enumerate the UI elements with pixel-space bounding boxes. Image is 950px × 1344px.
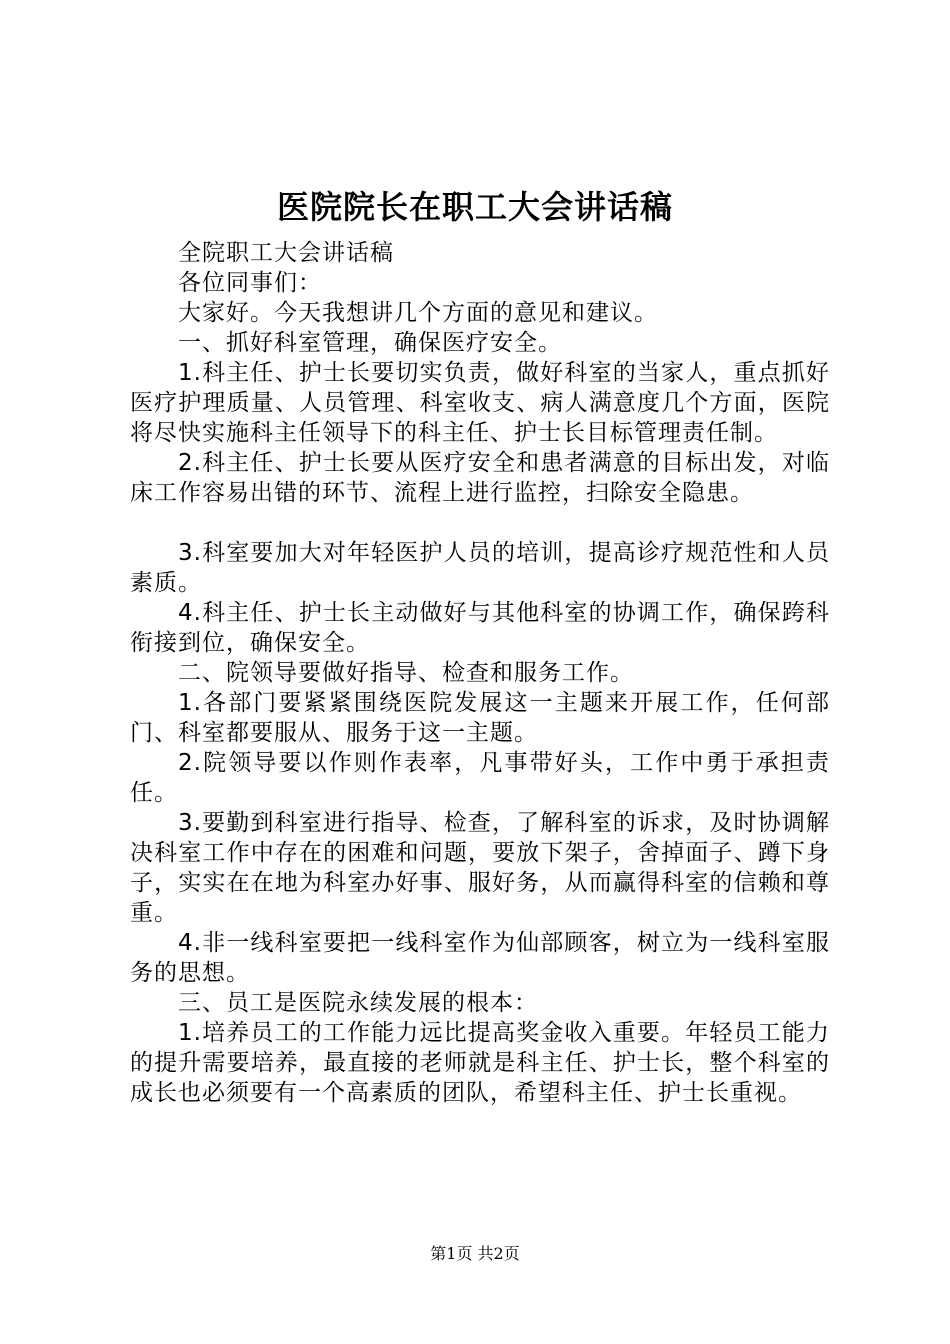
paragraph: 1.科主任、护士长要切实负责，做好科室的当家人，重点抓好医疗护理质量、人员管理、科室收支、病人满意度几个方面，医院将尽快实施科主任领导下的科主任、护士长目标管理责任制。 — [130, 360, 830, 446]
paragraph: 一、抓好科室管理，确保医疗安全。 — [178, 330, 562, 356]
document-title: 医院院长在职工大会讲话稿 — [276, 188, 673, 226]
paragraph: 各位同事们： — [178, 270, 322, 296]
paragraph: 2.院领导要以作则作表率，凡事带好头，工作中勇于承担责任。 — [130, 750, 830, 806]
paragraph: 3.要勤到科室进行指导、检查，了解科室的诉求，及时协调解决科室工作中存在的困难和问题，要放下架子，舍掉面子、蹲下身子，实实在在地为科室办好事、服好务，从而赢得科室的信赖和尊重。 — [130, 810, 830, 926]
document-body — [130, 238, 830, 1108]
paragraph: 4.科主任、护士长主动做好与其他科室的协调工作，确保跨科衔接到位，确保安全。 — [130, 600, 830, 656]
paragraph: 1.培养员工的工作能力远比提高奖金收入重要。年轻员工能力的提升需要培养，最直接的老师就是科主任、护士长，整个科室的成长也必须要有一个高素质的团队，希望科主任、护士长重视。 — [130, 1020, 830, 1106]
paragraph: 2.科主任、护士长要从医疗安全和患者满意的目标出发，对临床工作容易出错的环节、流程上进行监控，扫除安全隐患。 — [130, 450, 830, 506]
paragraph: 三、员工是医院永续发展的根本： — [178, 990, 538, 1016]
blank-line — [130, 508, 830, 538]
page-footer: 第1页 共2页 — [430, 1244, 520, 1263]
paragraph: 3.科室要加大对年轻医护人员的培训，提高诊疗规范性和人员素质。 — [130, 540, 830, 596]
paragraph: 4.非一线科室要把一线科室作为仙部顾客，树立为一线科室服务的思想。 — [130, 930, 830, 986]
paragraph: 全院职工大会讲话稿 — [178, 240, 394, 266]
paragraph: 二、院领导要做好指导、检查和服务工作。 — [178, 660, 634, 686]
paragraph: 大家好。今天我想讲几个方面的意见和建议。 — [178, 300, 658, 326]
paragraph: 1.各部门要紧紧围绕医院发展这一主题来开展工作，任何部门、科室都要服从、服务于这一主题。 — [130, 690, 830, 746]
